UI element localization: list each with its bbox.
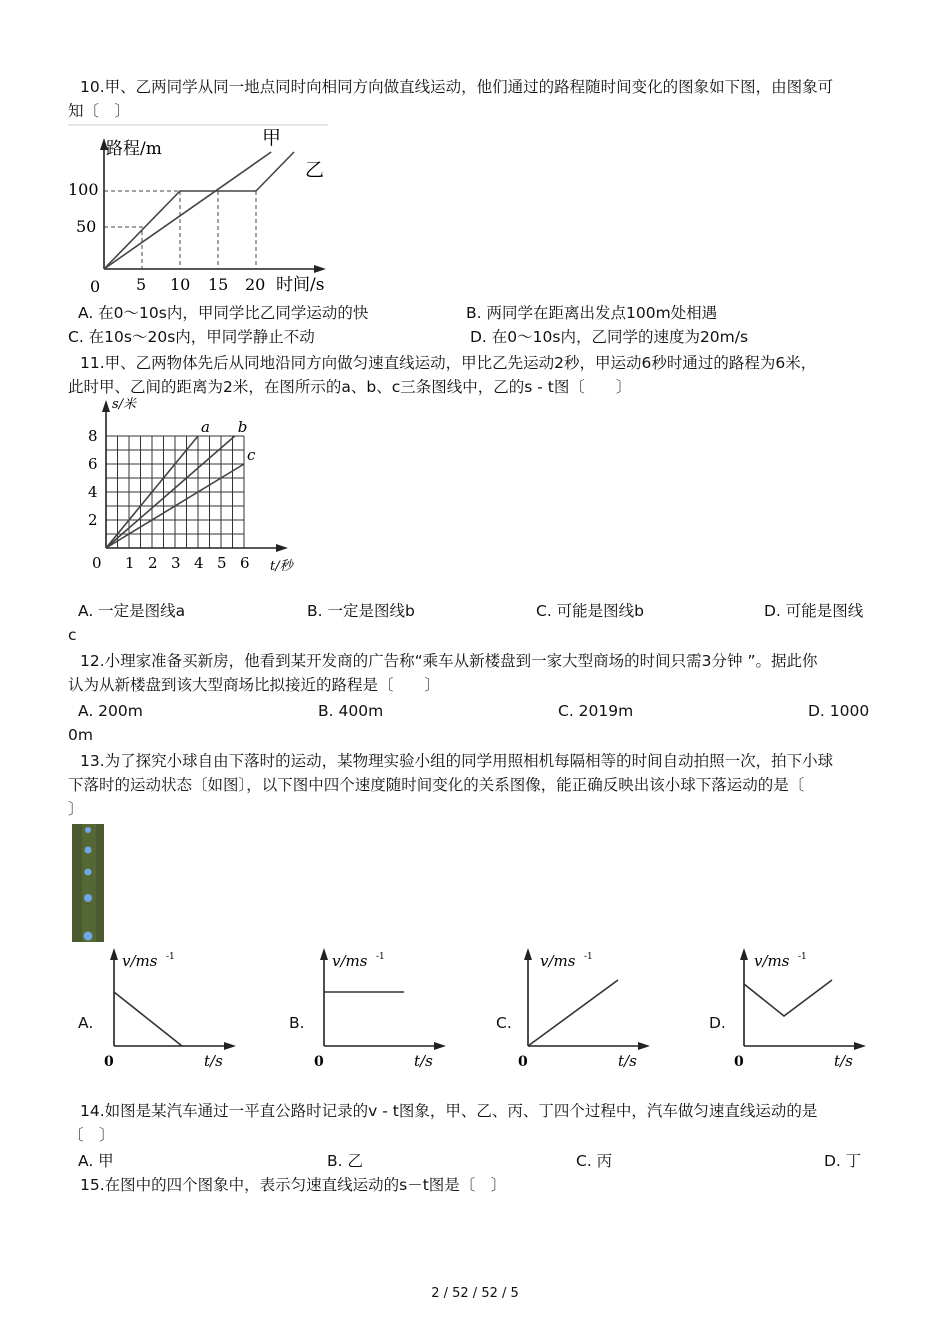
q14-option-b[interactable]: B. 乙 <box>327 1152 363 1170</box>
q10-option-b[interactable]: B. 两同学在距离出发点100m处相遇 <box>466 304 718 322</box>
q10-ytick-100: 100 <box>68 180 99 199</box>
q11-ytick-8: 8 <box>88 427 98 445</box>
q13-a-line <box>114 992 182 1046</box>
q13-c-line <box>528 980 618 1046</box>
q11-option-a[interactable]: A. 一定是图线a <box>78 602 186 620</box>
q10-chart <box>68 124 338 299</box>
svg-text:t/s: t/s <box>834 1052 853 1070</box>
q13-option-b-label[interactable]: B. <box>289 1014 305 1032</box>
q14-option-a[interactable]: A. 甲 <box>78 1152 114 1170</box>
photo-strip <box>82 824 96 942</box>
q11-option-d[interactable]: D. 可能是图线 <box>764 602 864 620</box>
q10-series-label-yi: 乙 <box>305 159 325 181</box>
q10-x-arrow <box>314 265 326 273</box>
q11-xtick-1: 1 <box>125 554 135 572</box>
q11-xtick-3: 3 <box>171 554 181 572</box>
q11-ytick-2: 2 <box>88 511 98 529</box>
svg-text:-1: -1 <box>166 952 175 962</box>
q10-ylabel: 路程/m <box>106 139 162 159</box>
q13-option-d-label[interactable]: D. <box>709 1014 726 1032</box>
q13-graph-a[interactable] <box>100 944 240 1074</box>
q12-option-d[interactable]: D. 1000 <box>808 702 870 720</box>
q11-grid <box>106 436 244 548</box>
q11-series-label-c: c <box>247 446 256 464</box>
q10-series-label-jia: 甲 <box>262 127 282 149</box>
q12-option-b[interactable]: B. 400m <box>318 702 384 720</box>
q10-origin: 0 <box>90 277 101 296</box>
q13-option-c-label[interactable]: C. <box>496 1014 512 1032</box>
q13-graph-b[interactable] <box>310 944 450 1074</box>
q11-ytick-6: 6 <box>88 455 98 473</box>
svg-text:v/ms: v/ms <box>122 952 158 970</box>
q11-ytick-4: 4 <box>88 483 98 501</box>
ball-frame-4 <box>84 894 92 902</box>
q10-xtick-20: 20 <box>245 275 266 294</box>
q13-text-line1: 13.为了探究小球自由下落时的运动，某物理实验小组的同学用照相机每隔相等的时间自动拍照一次，拍下小球 <box>80 752 834 770</box>
svg-text:-1: -1 <box>584 952 593 962</box>
q14-text-line1: 14.如图是某汽车通过一平直公路时记录的v - t图象，甲、乙、丙、丁四个过程中，汽车做匀速直线运动的是 <box>80 1102 818 1120</box>
ball-frame-1 <box>85 827 91 833</box>
q11-xtick-4: 4 <box>194 554 204 572</box>
svg-text:0: 0 <box>518 1054 528 1070</box>
q13-text-line2: 下落时的运动状态〔如图〕，以下图中四个速度随时间变化的关系图像，能正确反映出该小球下落运动的是〔 <box>68 776 805 794</box>
q10-xtick-10: 10 <box>170 275 191 294</box>
q11-xlabel: t/秒 <box>270 559 293 574</box>
q11-text-line2: 此时甲、乙间的距离为2米，在图所示的a、b、c三条图线中，乙的s - t图〔 〕 <box>68 378 632 396</box>
q10-option-d[interactable]: D. 在0～10s内，乙同学的速度为20m/s <box>470 328 749 346</box>
svg-text:0: 0 <box>314 1054 324 1070</box>
falling-ball-photo <box>72 824 104 942</box>
ball-frame-2 <box>85 847 92 854</box>
q13-graph-d[interactable] <box>730 944 870 1074</box>
q10-option-a[interactable]: A. 在0～10s内，甲同学比乙同学运动的快 <box>78 304 369 322</box>
svg-text:v/ms: v/ms <box>754 952 790 970</box>
svg-text:0: 0 <box>104 1054 114 1070</box>
q12-option-c[interactable]: C. 2019m <box>558 702 634 720</box>
q10-xtick-5: 5 <box>136 275 147 294</box>
q10-text-line2: 知〔 〕 <box>68 102 131 120</box>
q14-option-d[interactable]: D. 丁 <box>824 1152 862 1170</box>
svg-text:-1: -1 <box>376 952 385 962</box>
svg-text:v/ms: v/ms <box>540 952 576 970</box>
svg-text:-1: -1 <box>798 952 807 962</box>
q11-y-arrow <box>102 400 110 412</box>
q10-series-line-jia <box>104 152 294 269</box>
q11-text-line1: 11.甲、乙两物体先后从同地沿同方向做匀速直线运动，甲比乙先运动2秒，甲运动6秒时通过的路程为6米， <box>80 354 817 372</box>
q11-option-b[interactable]: B. 一定是图线b <box>307 602 415 620</box>
q11-series-label-b: b <box>237 418 248 436</box>
page-footer: 2 / 52 / 52 / 5 <box>431 1286 519 1301</box>
svg-text:t/s: t/s <box>618 1052 637 1070</box>
svg-text:t/s: t/s <box>414 1052 433 1070</box>
q12-text-line2: 认为从新楼盘到该大型商场比拟接近的路程是〔 〕 <box>68 676 441 694</box>
q11-x-arrow <box>276 544 288 552</box>
svg-text:t/s: t/s <box>204 1052 223 1070</box>
q12-option-a[interactable]: A. 200m <box>78 702 143 720</box>
q13-graph-c[interactable] <box>514 944 654 1074</box>
q12-option-d-wrap: 0m <box>68 726 93 744</box>
q10-xtick-15: 15 <box>208 275 229 294</box>
q10-option-c[interactable]: C. 在10s～20s内，甲同学静止不动 <box>68 328 315 346</box>
q10-ytick-50: 50 <box>76 217 97 236</box>
q15-text-line1: 15.在图中的四个图象中，表示匀速直线运动的s－t图是〔 〕 <box>80 1176 507 1194</box>
q14-option-c[interactable]: C. 丙 <box>576 1152 613 1170</box>
q11-xtick-2: 2 <box>148 554 158 572</box>
svg-text:v/ms: v/ms <box>332 952 368 970</box>
q13-text-line3: 〕 <box>68 800 84 818</box>
ball-frame-3 <box>85 869 92 876</box>
q10-xlabel: 时间/s <box>276 275 325 295</box>
q14-text-line2: 〔 〕 <box>68 1126 115 1144</box>
q12-text-line1: 12.小理家准备买新房，他看到某开发商的广告称“乘车从新楼盘到一家大型商场的时间只需3分钟 ”。据此你 <box>80 652 818 670</box>
q10-text-line1: 10.甲、乙两同学从同一地点同时向相同方向做直线运动，他们通过的路程随时间变化的图象如下图，由图象可 <box>80 78 834 96</box>
q10-series-line-yi <box>104 152 271 269</box>
q11-origin: 0 <box>92 554 102 572</box>
q13-option-a-label[interactable]: A. <box>78 1014 94 1032</box>
q11-option-d-wrap: c <box>68 626 77 644</box>
q11-option-c[interactable]: C. 可能是图线b <box>536 602 645 620</box>
q11-xtick-5: 5 <box>217 554 227 572</box>
svg-text:0: 0 <box>734 1054 744 1070</box>
q11-xtick-6: 6 <box>240 554 250 572</box>
q11-chart <box>80 398 320 578</box>
q11-ylabel: s/米 <box>112 397 137 412</box>
q13-d-line <box>744 980 832 1016</box>
ball-frame-5 <box>84 932 93 941</box>
q11-series-label-a: a <box>201 418 210 436</box>
